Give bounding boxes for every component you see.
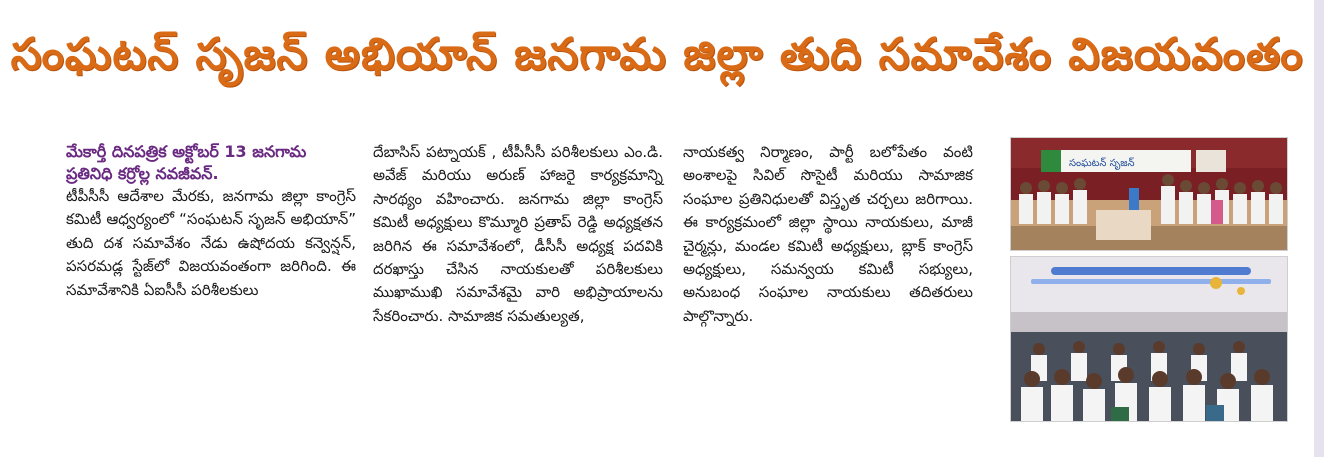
stage-photo-image bbox=[1011, 138, 1288, 251]
stage-banner-text: సంఘటన్ సృజన్ bbox=[1069, 158, 1135, 169]
article-text-3: నాయకత్వ నిర్మాణం, పార్టీ బలోపేతం వంటి అంశాలపై సివిల్ సొసైటీ మరియు సామాజిక సంఘాల ప్రతినిధులతో విస్తృత చర్చలు జరిగాయి. ఈ కార్యక్రమంలో జిల్లా స్థాయి నాయకులు, మాజీ చైర్మన్లు, మండల కమిటీ అధ్యక్షులు, బ్లాక్ కాంగ్రెస్ అధ్యక్షులు, సమన్వయ కమిటీ సభ్యులు, అనుబంధ సంఘాల నాయకులు తదితరులు పాల్గొన్నారు. bbox=[683, 143, 973, 325]
dateline: మేకార్తీ దినపత్రిక అక్టోబర్ 13 జనగామ ప్రతినిధి కర్రోల్ల నవజీవన్. bbox=[66, 142, 307, 183]
article-column-3 bbox=[683, 141, 973, 441]
article-column-1 bbox=[66, 141, 356, 441]
article-column-2 bbox=[373, 141, 663, 441]
page-edge bbox=[1314, 0, 1324, 457]
stage-photo bbox=[1010, 137, 1288, 251]
headline-block bbox=[0, 14, 1314, 106]
headline: సంఘటన్ సృజన్ అభియాన్ జనగామ జిల్లా తుది సమావేశం విజయవంతం bbox=[10, 29, 1304, 80]
audience-photo-image bbox=[1011, 257, 1288, 422]
article-text-1: టీపీసీసీ ఆదేశాల మేరకు, జనగామ జిల్లా కాంగ్రెస్ కమిటీ ఆధ్వర్యంలో “సంఘటన్ సృజన్ అభియాన్” తుది దశ సమావేశం నేడు ఉషోదయ కన్వెన్షన్, పసరమడ్ల స్టేజ్‌లో విజయవంతంగా జరిగింది. ఈ సమావేశానికి ఏఐసీసీ పరిశీలకులు bbox=[66, 187, 356, 299]
article-text-2: దేబాసిస్ పట్నాయక్ , టీపీసీసీ పరిశీలకులు ఎం.డి. అవేజ్ మరియు అరుణ్ హాజరై కార్యక్రమాన్ని సారథ్యం వహించారు. జనగామ జిల్లా కాంగ్రెస్ కమిటీ అధ్యక్షులు కొమ్మూరి ప్రతాప్ రెడ్డి అధ్యక్షతన జరిగిన ఈ సమావేశంలో, డీసీసీ అధ్యక్ష పదవికి దరఖాస్తు చేసిన నాయకులతో పరిశీలకులు ముఖాముఖి సమావేశమై వారి అభిప్రాయాలను సేకరించారు. సామాజిక సమతుల్యత, bbox=[373, 143, 663, 325]
audience-photo bbox=[1010, 256, 1288, 422]
